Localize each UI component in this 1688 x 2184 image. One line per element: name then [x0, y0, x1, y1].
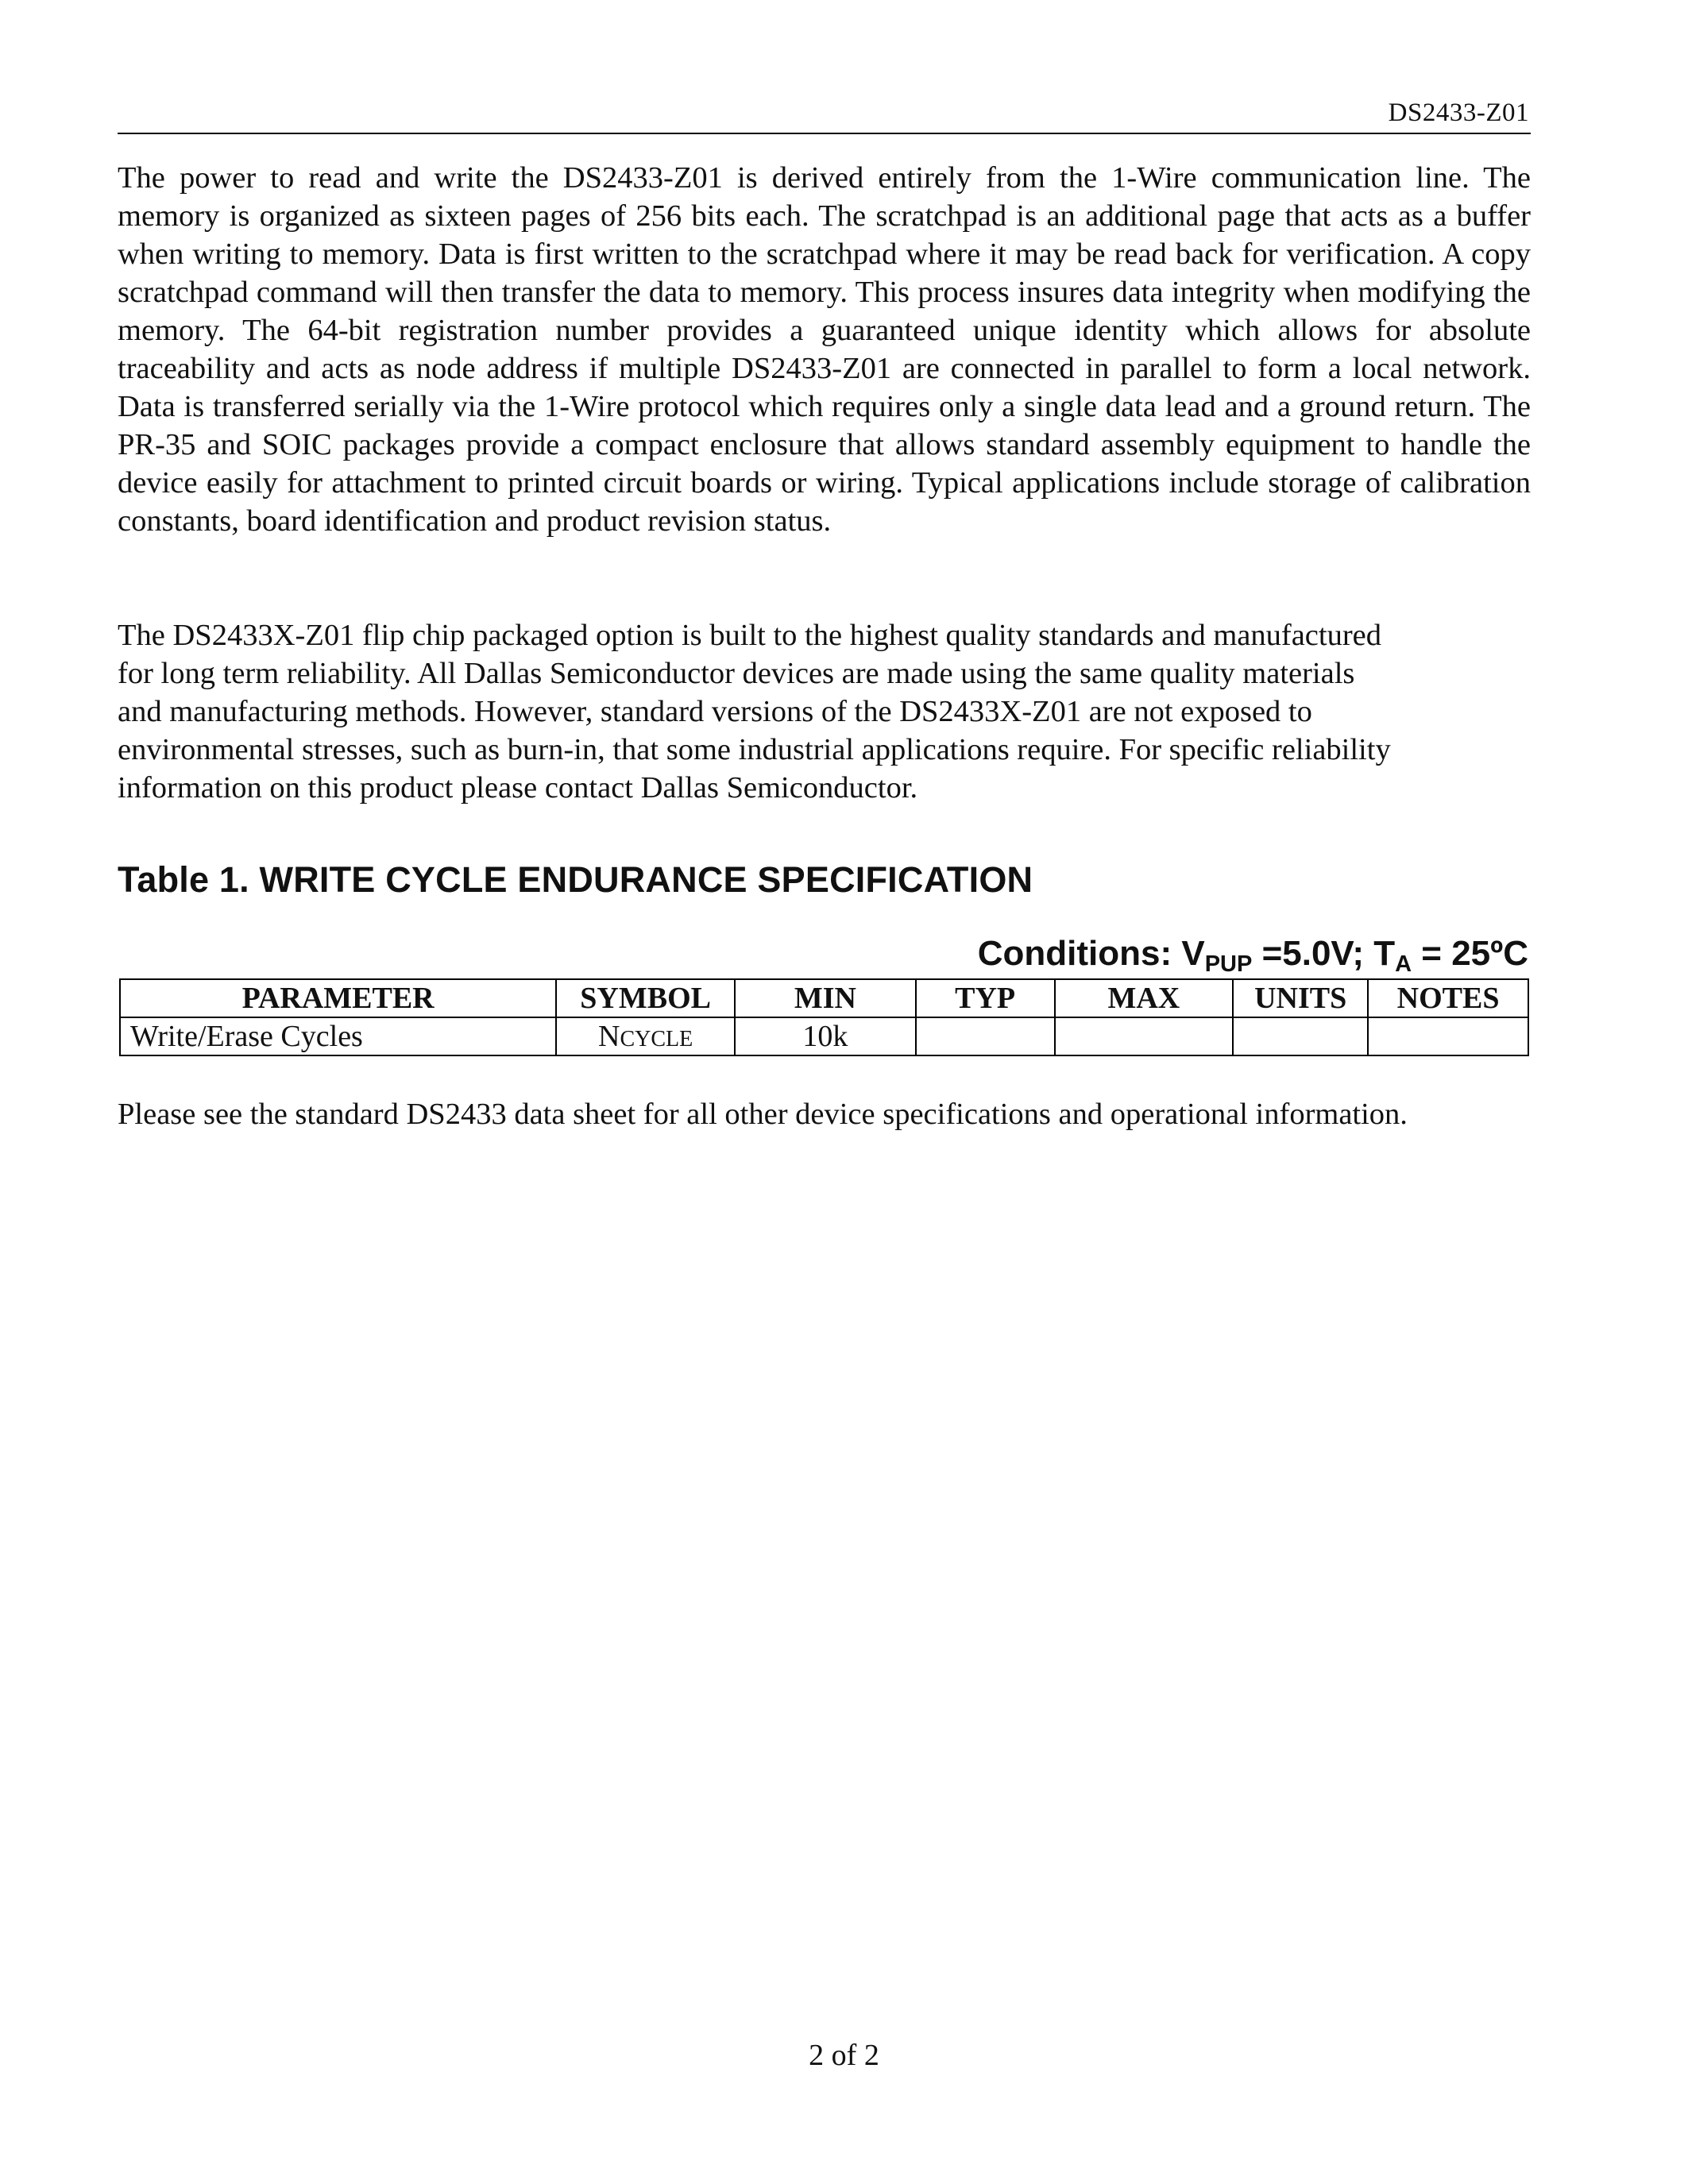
reliability-paragraph-line: for long term reliability. All Dallas Semiconductor devices are made using the same quality materials: [118, 657, 1355, 690]
conditions-prefix: Conditions: V: [977, 934, 1205, 973]
header-min: MIN: [735, 979, 916, 1017]
reliability-paragraph: [118, 616, 1531, 807]
header-symbol: SYMBOL: [556, 979, 735, 1017]
vpup-subscript: PUP: [1204, 951, 1253, 977]
table-row: [120, 1017, 1528, 1055]
header-parameter: PARAMETER: [120, 979, 556, 1017]
cell-notes: [1368, 1017, 1528, 1055]
header-typ: TYP: [916, 979, 1055, 1017]
symbol-main: N: [598, 1020, 620, 1053]
ta-subscript: A: [1395, 951, 1412, 977]
see-datasheet-note: Please see the standard DS2433 data sheet for all other device specifications and operational information.: [118, 1098, 1408, 1131]
cell-symbol: [556, 1017, 735, 1055]
reliability-paragraph-line: environmental stresses, such as burn-in, that some industrial applications require. For specific reliability: [118, 733, 1391, 766]
reliability-paragraph-line: The DS2433X-Z01 flip chip packaged option is built to the highest quality standards and manufactured: [118, 619, 1381, 652]
endurance-spec-table: [119, 978, 1529, 1056]
table-title: Table 1. WRITE CYCLE ENDURANCE SPECIFICATION: [118, 859, 1033, 900]
page-number: 2 of 2: [809, 2039, 879, 2072]
cell-min: 10k: [735, 1017, 916, 1055]
table-conditions: [978, 934, 1528, 978]
cell-typ: [916, 1017, 1055, 1055]
reliability-paragraph-line: information on this product please contact Dallas Semiconductor.: [118, 771, 918, 805]
header-units: UNITS: [1233, 979, 1368, 1017]
vpup-value: =5.0V; T: [1252, 934, 1396, 973]
description-paragraph: The power to read and write the DS2433-Z01 is derived entirely from the 1-Wire communication line. The memory is organized as sixteen pages of 256 bits each. The scratchpad is an additional page that acts as a buffer when writing to memory. Data is first written to the scratchpad where it may be read back for verification. A copy scratchpad command will then transfer the data to memory. This process insures data integrity when modifying the memory. The 64-bit registration number provides a guaranteed unique identity which allows for absolute traceability and acts as node address if multiple DS2433-Z01 are connected in parallel to form a local network. Data is transferred serially via the 1-Wire protocol which requires only a single data lead and a ground return. The PR-35 and SOIC packages provide a compact enclosure that allows standard assembly equipment to handle the device easily for attachment to printed circuit boards or wiring. Typical applications include storage of calibration constants, board identification and product revision status.: [118, 161, 1531, 538]
header-notes: NOTES: [1368, 979, 1528, 1017]
header-max: MAX: [1055, 979, 1234, 1017]
header-document-id: DS2433-Z01: [1388, 98, 1529, 127]
symbol-subscript: CYCLE: [620, 1027, 693, 1051]
cell-parameter: Write/Erase Cycles: [120, 1017, 556, 1055]
ta-value: = 25ºC: [1412, 934, 1528, 973]
header-divider: [118, 133, 1531, 134]
table-header-row: [120, 979, 1528, 1017]
cell-max: [1055, 1017, 1234, 1055]
reliability-paragraph-line: and manufacturing methods. However, standard versions of the DS2433X-Z01 are not exposed to: [118, 695, 1312, 728]
cell-units: [1233, 1017, 1368, 1055]
